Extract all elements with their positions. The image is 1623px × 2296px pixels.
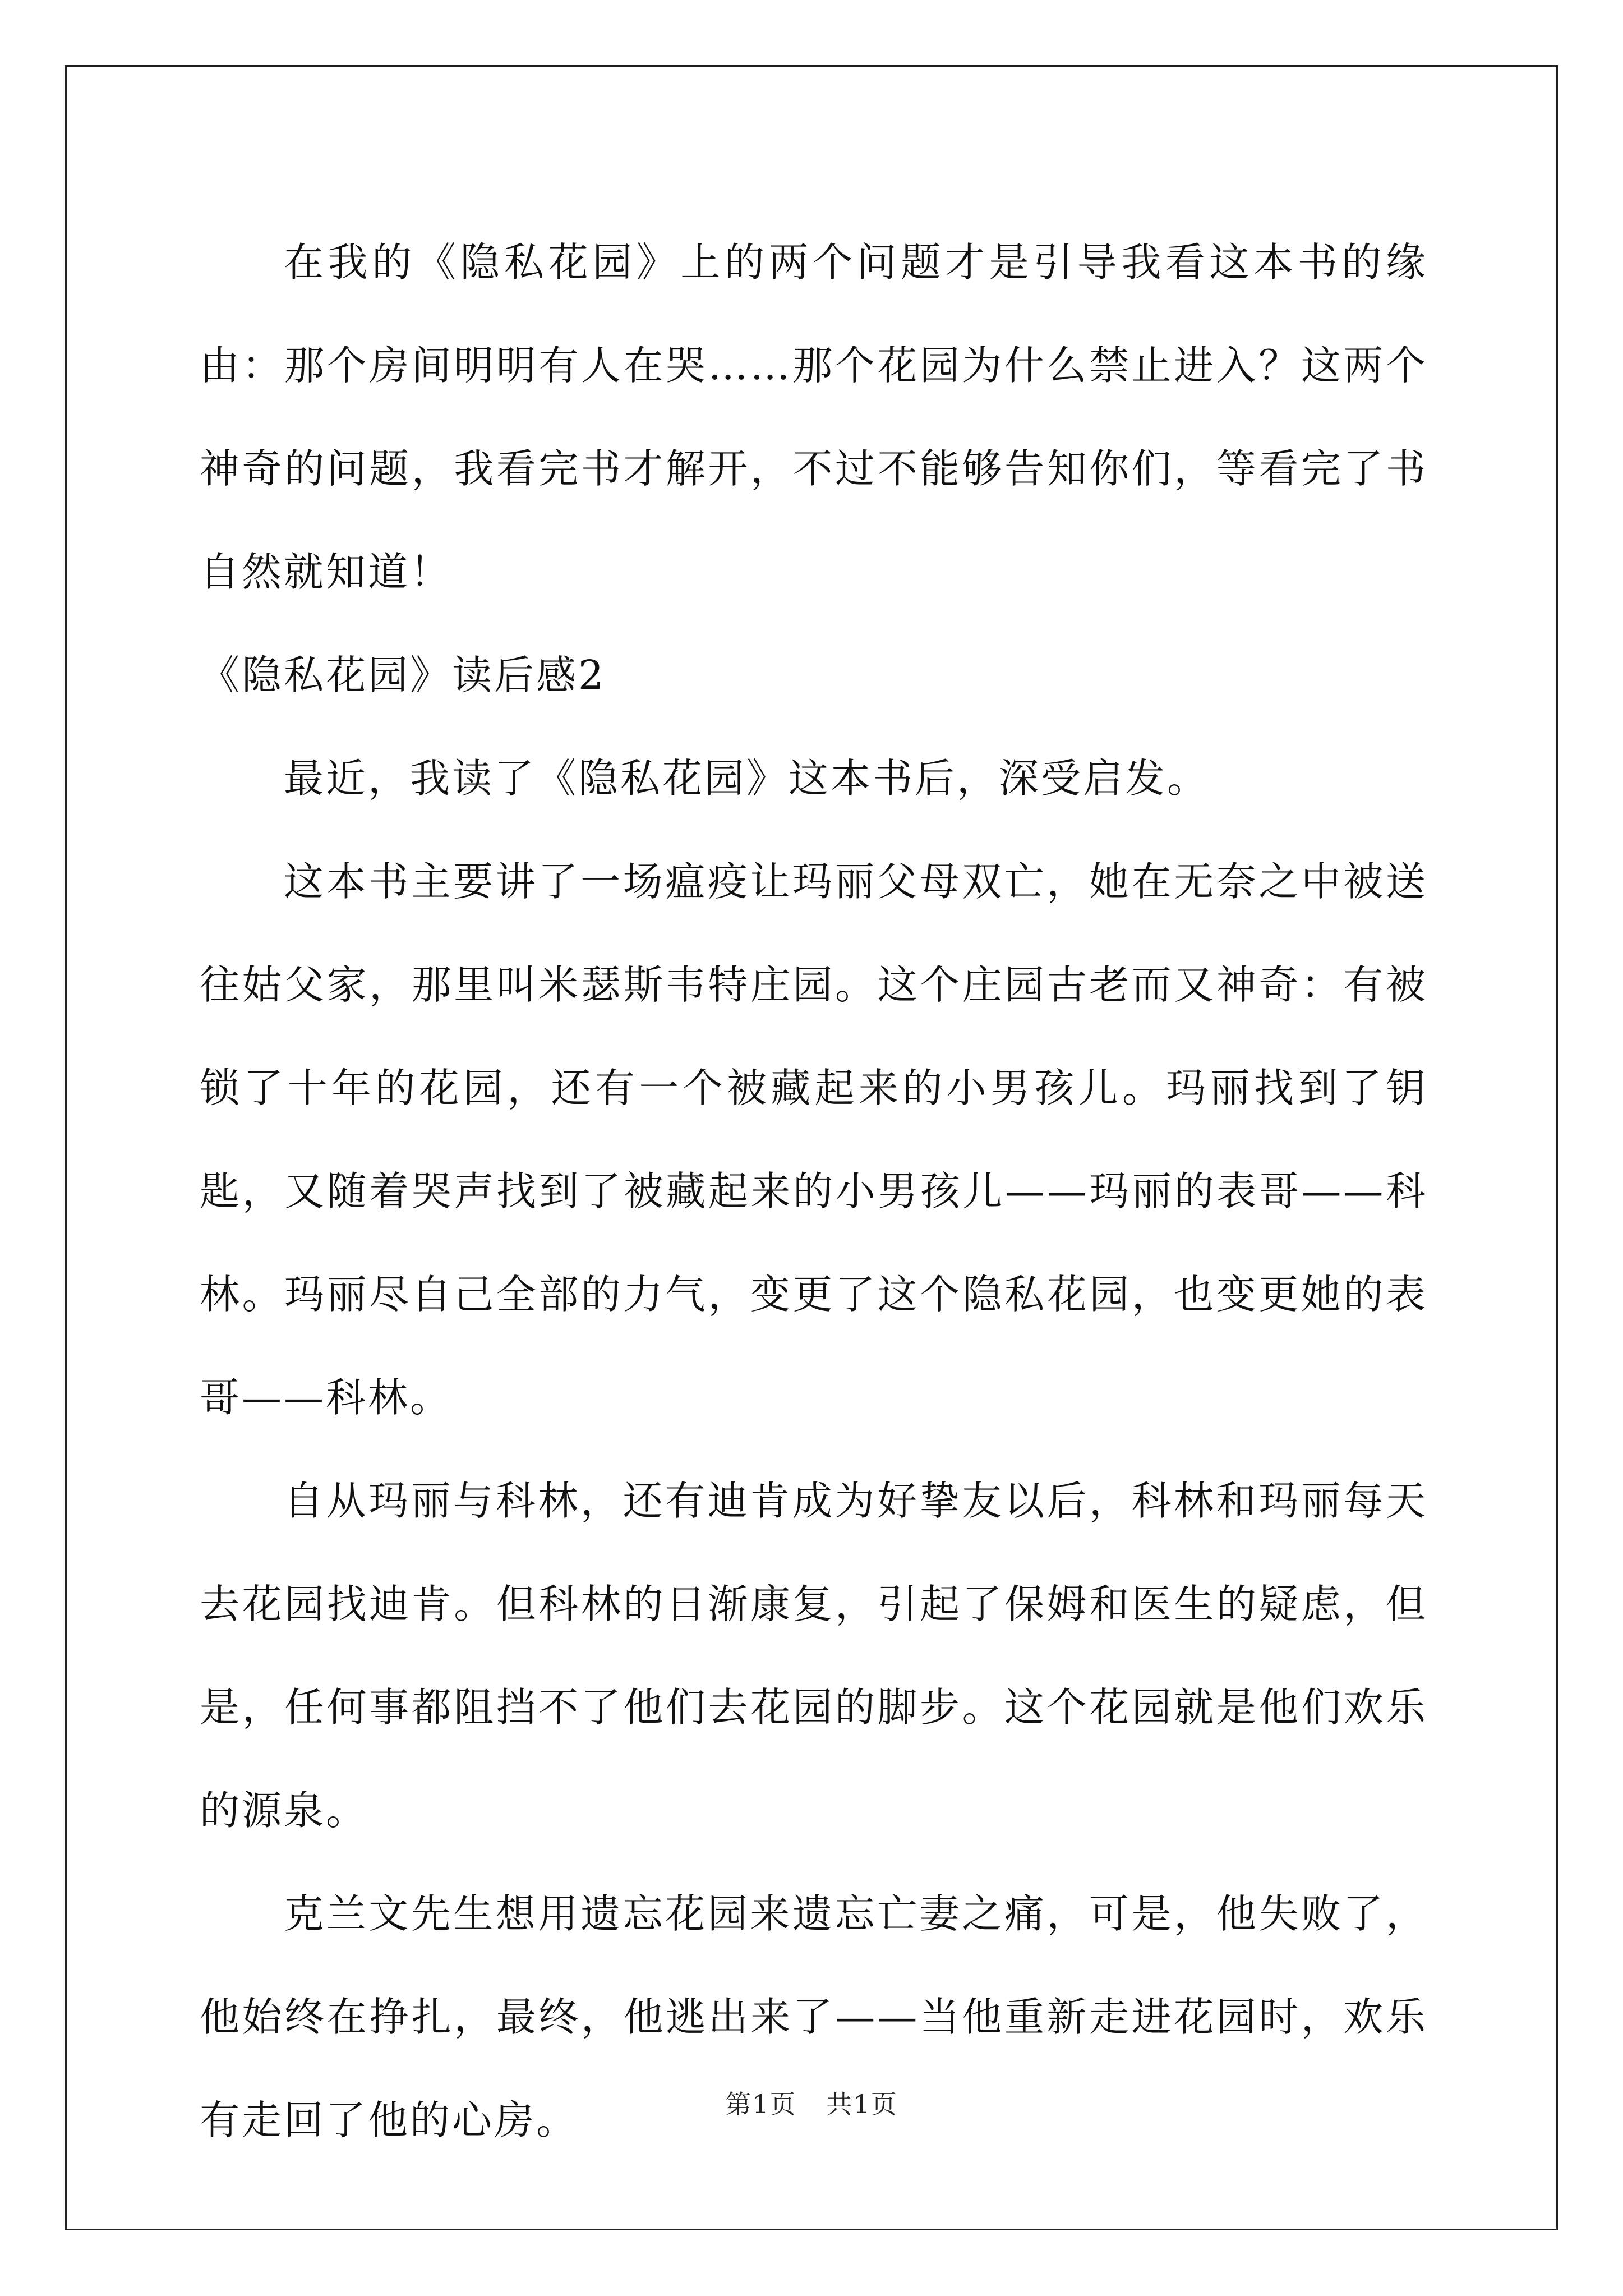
section-heading: 《隐私花园》读后感2 [200,652,606,698]
page-footer [0,2084,1623,2121]
paragraph: 克兰文先生想用遗忘花园来遗忘亡妻之痛，可是，他失败了，他始终在挣扎，最终，他逃出来了——当他重新走进花园时，欢乐有走回了他的心房。 [200,1890,1428,2143]
page-number: 第1页 [725,2089,797,2119]
paragraph: 在我的《隐私花园》上的两个问题才是引导我看这本书的缘由：那个房间明明有人在哭……那个花园为什么禁止进入？这两个神奇的问题，我看完书才解开，不过不能够告知你们，等看完了书自然就知道！ [200,239,1428,595]
paragraph: 最近，我读了《隐私花园》这本书后，深受启发。 [284,755,1210,802]
paragraph: 这本书主要讲了一场瘟疫让玛丽父母双亡，她在无奈之中被送往姑父家，那里叫米瑟斯韦特庄园。这个庄园古老而又神奇：有被锁了十年的花园，还有一个被藏起来的小男孩儿。玛丽找到了钥匙，又随着哭声找到了被藏起来的小男孩儿——玛丽的表哥——科林。玛丽尽自己全部的力气，变更了这个隐私花园，也变更她的表哥——科林。 [200,858,1428,1421]
paragraph: 自从玛丽与科林，还有迪肯成为好挚友以后，科林和玛丽每天去花园找迪肯。但科林的日渐康复，引起了保姆和医生的疑虑，但是，任何事都阻挡不了他们去花园的脚步。这个花园就是他们欢乐的源泉。 [200,1478,1428,1834]
document-body [200,211,1428,2172]
page-total: 共1页 [826,2089,898,2119]
